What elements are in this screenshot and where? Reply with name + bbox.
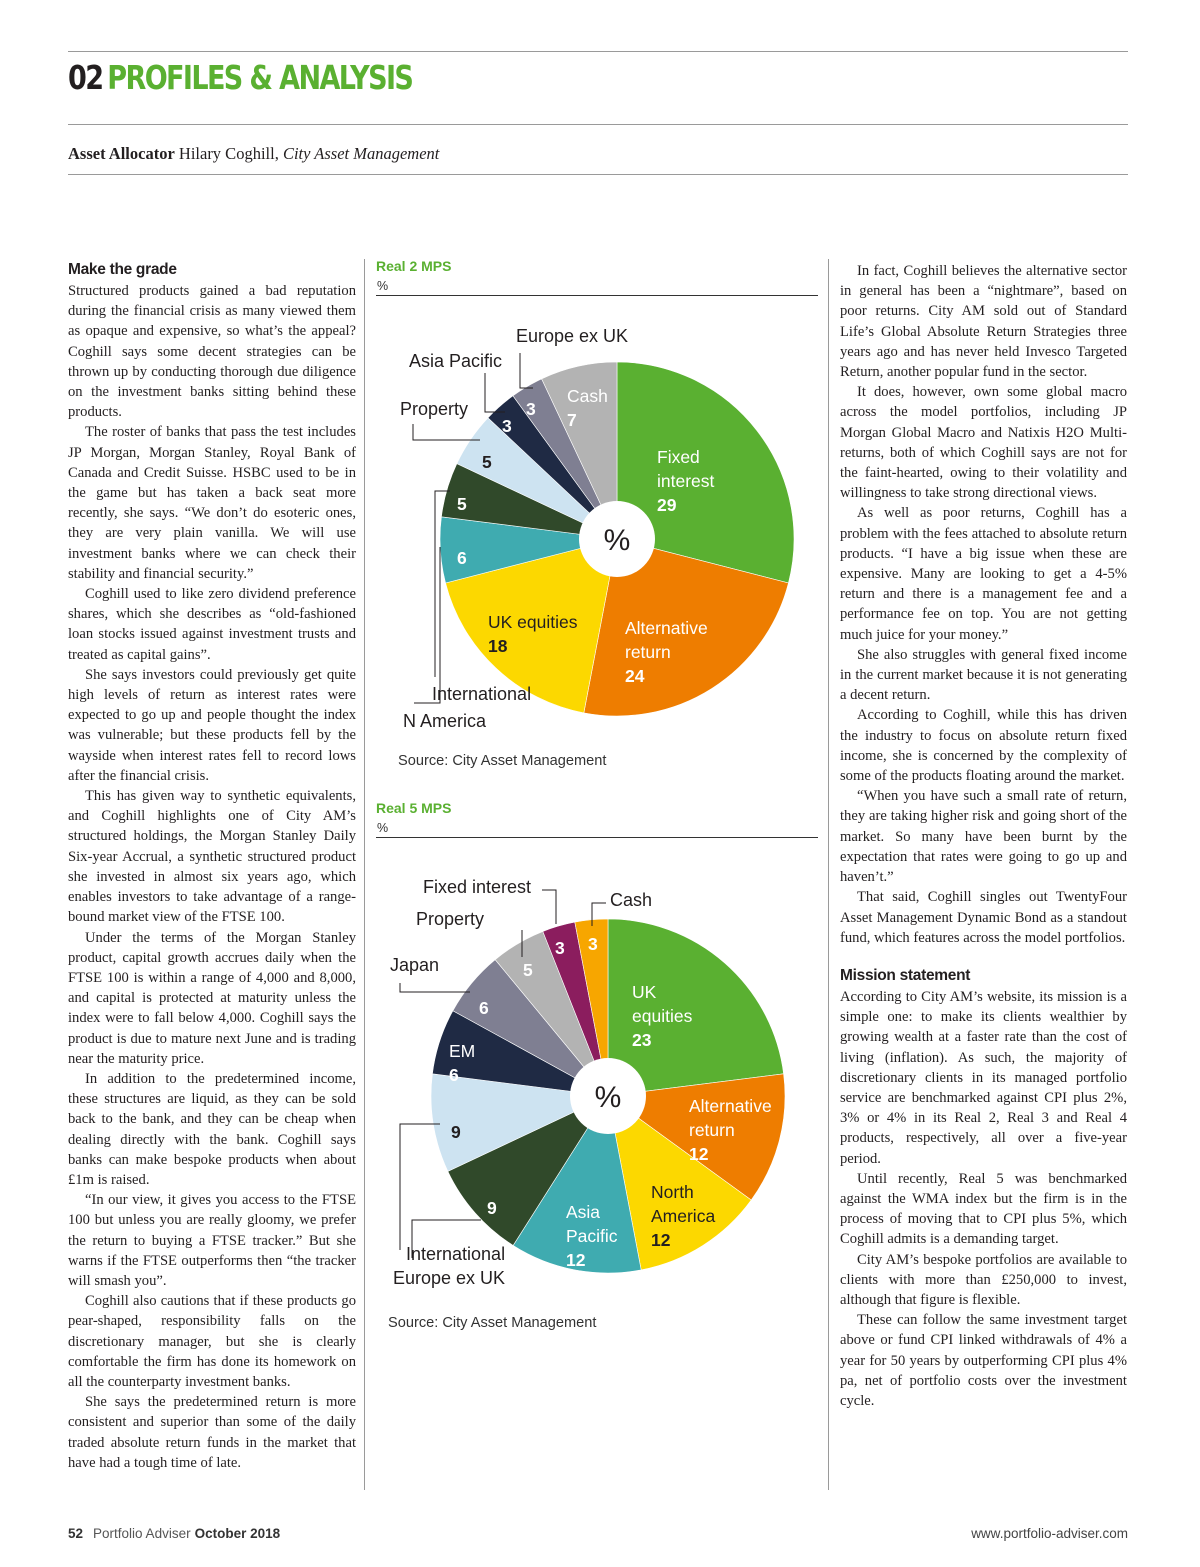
footer-left (68, 1526, 280, 1541)
slice-value-label: 6 (449, 1065, 459, 1085)
pie-center-label: % (603, 524, 631, 557)
slice-value-label: 29 (657, 495, 677, 515)
paragraph: In addition to the predetermined income, these structures are liquid, as they can be sold back to the bank, and they can be cheap when dealing directly with the bank. Coghill says banks can make bespoke products when about £1m is raised. (68, 1070, 356, 1188)
leader-line (400, 983, 470, 992)
paragraph: “When you have such a small rate of return, they are taking higher risk and going short of the market. So many have been burnt by the expectation that rates were going to go up and haven’t.” (840, 788, 1127, 886)
slice-value-label: 3 (555, 938, 565, 958)
slice-name-label: North (651, 1182, 694, 1202)
paragraph: She also struggles with general fixed income in the current market because it is not generating a decent return. (840, 646, 1127, 704)
chart-title: Real 5 MPS (376, 800, 452, 816)
slice-name-label: Asia (566, 1202, 601, 1222)
pie-center-label: % (594, 1081, 622, 1114)
real2-pie-chart (376, 258, 818, 778)
paragraph: According to Coghill, while this has driven the industry to focus on absolute return fixed income, she is concerned by the complexity of some of the products floating around the market. (840, 707, 1127, 785)
section-header (68, 58, 412, 97)
leader-line (414, 547, 440, 703)
slice-value-label: 5 (457, 494, 467, 514)
slice-name-label: Alternative (689, 1096, 772, 1116)
byline-name: Hilary Coghill, (178, 144, 279, 163)
slice-value-label: 18 (488, 636, 508, 656)
paragraph: That said, Coghill singles out TwentyFour Asset Management Dynamic Bond as a standout fund, which features across the model portfolios. (840, 889, 1127, 946)
outer-slice-label: Asia Pacific (409, 351, 503, 371)
slice-value-label: 7 (567, 410, 577, 430)
slice-name-label: Fixed (657, 447, 700, 467)
article-right-column (840, 261, 1127, 1411)
slice-value-label: 3 (526, 399, 536, 419)
leader-line (413, 424, 480, 440)
slice-value-label: 5 (523, 960, 533, 980)
paragraph: It does, however, own some global macro across the model portfolios, including JP Morgan Global Macro and Natixis H2O Multi-returns, both of which Coghill says are not for the faint-hearted, owing to their volatility and willingness to take strong directional views. (840, 384, 1127, 502)
paragraph: The roster of banks that pass the test includes JP Morgan, Morgan Stanley, Royal Bank of Canada and Credit Suisse. HSBC used to be in the game but has taken a back seat more recently, she says. “We don’t do esoteric ones, they are very plain vanilla. We will use investment banks where we can check their stability and financial security.” (68, 424, 356, 582)
issue-date: October 2018 (194, 1526, 281, 1541)
slice-value-label: 5 (482, 452, 492, 472)
slice-name-label: return (625, 642, 671, 662)
outer-slice-label: N America (403, 711, 487, 731)
paragraph: Structured products gained a bad reputation during the financial crisis as many viewed them as opaque and expensive, so what’s the appeal? Coghill says some decent strategies can be thrown up by conducting thorough due diligence on the investment banks sitting behind these products. (68, 283, 356, 421)
section-number: 02 (68, 58, 103, 97)
paragraph: Coghill also cautions that if these products go pear-shaped, responsibility falls on the discretionary manager, but she is clearly comfortable the firm has done its homework on all the counterparty investment banks. (68, 1293, 356, 1390)
real2-pie-svg (376, 258, 818, 738)
slice-value-label: 12 (566, 1250, 586, 1270)
slice-value-label: 12 (651, 1230, 671, 1250)
slice-value-label: 24 (625, 666, 645, 686)
section-heading: Make the grade (68, 261, 177, 278)
header-bottom-rule (68, 124, 1128, 125)
chart-source: Source: City Asset Management (388, 1315, 597, 1331)
slice-value-label: 6 (479, 998, 489, 1018)
outer-slice-label: Europe ex UK (393, 1268, 506, 1288)
slice-name-label: return (689, 1120, 735, 1140)
byline (68, 144, 439, 164)
paragraph: These can follow the same investment target above or fund CPI linked withdrawals of 4% a year for 50 years by outperforming CPI plus 4% pa, net of portfolio costs over the investment cycle. (840, 1312, 1127, 1409)
leader-line (520, 353, 533, 388)
slice-name-label: Pacific (566, 1226, 618, 1246)
top-rule (68, 51, 1128, 52)
slice-name-label: UK equities (488, 612, 578, 632)
chart-source: Source: City Asset Management (398, 753, 607, 769)
real5-pie-chart (376, 800, 818, 1340)
leader-line (542, 890, 556, 924)
outer-slice-label: International (406, 1244, 506, 1264)
section-heading: Mission statement (840, 966, 971, 984)
paragraph: Until recently, Real 5 was benchmarked against the WMA index but the firm is in the process of moving that to CPI plus 5%, which Coghill admits is a demanding target. (840, 1170, 1127, 1248)
leader-line (400, 1124, 440, 1250)
paragraph: According to City AM’s website, its mission is a simple one: to make its clients wealthier by growing wealth at a faster rate than the cost of living (inflation). As such, the majority of discretionary clients in its managed portfolio service are benchmarked against CPI plus 2%, 3% or 4% in its Real 2, Real 3 and Real 4 products, respectively, all over a five-year period. (840, 988, 1127, 1167)
paragraph: She says the predetermined return is more consistent and superior than some of the daily traded absolute return funds in the market that have had a tough time of late. (68, 1394, 356, 1471)
slice-value-label: 3 (588, 934, 598, 954)
chart-unit: % (377, 821, 389, 835)
outer-slice-label: Property (400, 399, 469, 419)
column-divider-right (828, 259, 829, 1490)
slice-value-label: 6 (457, 548, 467, 568)
slice-value-label: 9 (487, 1198, 497, 1218)
article-left-column (68, 259, 356, 1473)
paragraph: City AM’s bespoke portfolios are available to clients with more than £250,000 to invest, although that figure is flexible. (840, 1251, 1127, 1308)
outer-slice-label: International (432, 684, 532, 704)
slice-name-label: Cash (567, 386, 608, 406)
slice-name-label: UK (632, 982, 657, 1002)
byline-role: Asset Allocator (68, 144, 175, 163)
byline-rule (68, 174, 1128, 175)
slice-value-label: 9 (451, 1122, 461, 1142)
slice-value-label: 3 (502, 416, 512, 436)
paragraph: In fact, Coghill believes the alternative sector in general has been a “nightmare”, based on poor returns. City AM sold out of Standard Life’s Global Absolute Return Strategies three years ago and has never held Invesco Targeted Return, another popular fund in the sector. (840, 263, 1127, 381)
paragraph: “In our view, it gives you access to the FTSE 100 but unless you are really gloomy, we prefer the return to buying a FTSE tracker.” But she warns if the FTSE outperforms then “the tracker will smash you”. (68, 1192, 356, 1289)
outer-slice-label: Fixed interest (423, 877, 532, 897)
slice-name-label: EM (449, 1041, 476, 1061)
outer-slice-label: Japan (390, 955, 440, 975)
paragraph: Coghill used to like zero dividend preference shares, which she describes as “old-fashioned loan stocks issued against investment trusts and treated as capital gains”. (68, 586, 356, 663)
real5-pie-svg (376, 800, 818, 1300)
paragraph: This has given way to synthetic equivalents, and Coghill highlights one of City AM’s structured holdings, the Morgan Stanley Daily Six-year Accrual, a synthetic structured product she invested in almost six years ago, which enables investors to take advantage of a range-bound market view of the FTSE 100. (68, 788, 356, 926)
magazine-name: Portfolio Adviser (93, 1526, 191, 1541)
slice-name-label: Alternative (625, 618, 708, 638)
slice-name-label: America (651, 1206, 716, 1226)
page-number: 52 (68, 1526, 84, 1541)
outer-slice-label: Cash (610, 890, 653, 910)
column-divider-left (364, 259, 365, 1490)
chart-unit: % (377, 279, 389, 293)
outer-slice-label: Property (416, 909, 485, 929)
paragraph: As well as poor returns, Coghill has a problem with the fees attached to absolute return products. “I have a big issue when these are expensive. Many are looking to get a 4-5% return and there is a management fee and a performance fee on top. You are not getting much juice for your money.” (840, 505, 1127, 643)
byline-company: City Asset Management (282, 144, 440, 163)
paragraph: She says investors could previously get quite high levels of return as interest rates were expected to go up and people thought the index was vulnerable; but these products fell by the wayside when interest rates fell to record lows after the financial crisis. (68, 666, 356, 784)
slice-name-label: interest (657, 471, 715, 491)
slice-name-label: equities (632, 1006, 693, 1026)
outer-slice-label: Europe ex UK (516, 326, 629, 346)
chart-title: Real 2 MPS (376, 258, 452, 274)
section-title: PROFILES & ANALYSIS (107, 58, 413, 97)
paragraph: Under the terms of the Morgan Stanley product, capital growth accrues daily when the FTSE 100 is within a range of 4,000 and 8,000, and capital is protected at maturity unless the index were to fall below 4,000. Coghill says the product is due to mature next June and is trading near the maturity price. (68, 929, 356, 1067)
slice-value-label: 12 (689, 1144, 709, 1164)
slice-value-label: 23 (632, 1030, 652, 1050)
footer-website: www.portfolio-adviser.com (971, 1526, 1128, 1541)
